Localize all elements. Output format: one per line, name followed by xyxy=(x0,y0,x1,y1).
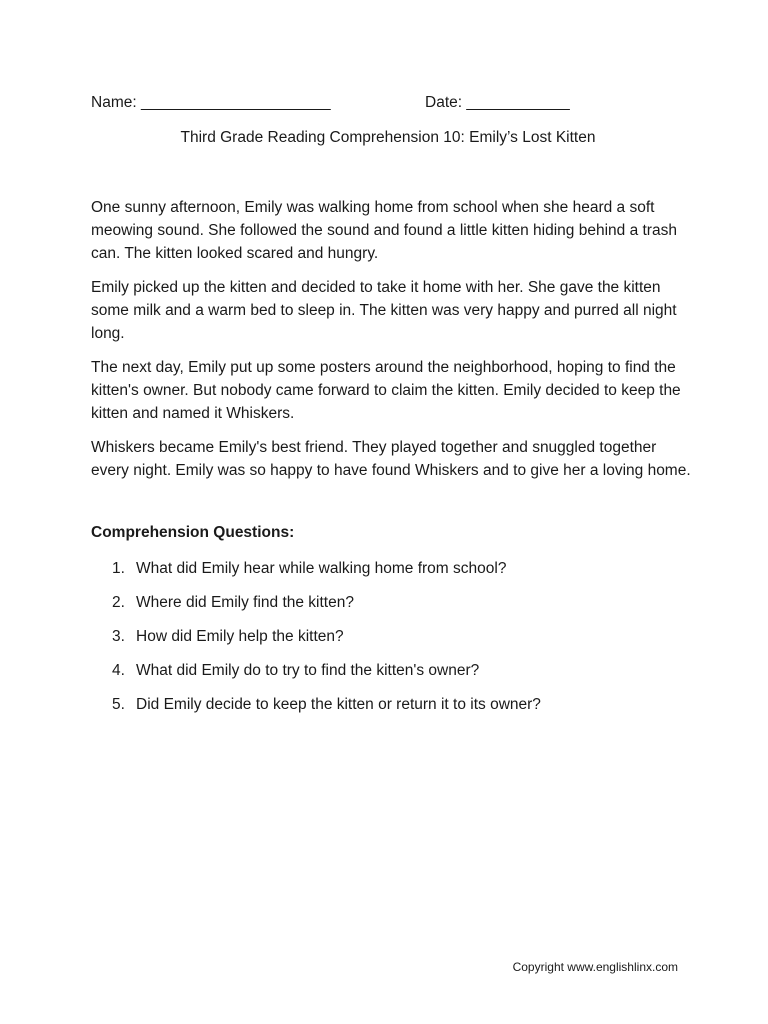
passage-paragraph: Whiskers became Emily's best friend. They played together and snuggled together every night. Emily was so happy to have found Whiskers and to give her a loving home. xyxy=(91,439,691,479)
passage-paragraph: One sunny afternoon, Emily was walking home from school when she heard a soft meowing sound. She followed the sound and found a little kitten hiding behind a trash can. The kitten looked scared and hungry. xyxy=(91,199,677,262)
question-text: Did Emily decide to keep the kitten or return it to its owner? xyxy=(136,696,541,713)
question-item xyxy=(112,558,672,592)
question-number: 5. xyxy=(112,696,125,713)
question-item xyxy=(112,694,672,728)
questions-heading: Comprehension Questions: xyxy=(91,524,295,541)
reading-passage xyxy=(91,196,691,493)
question-item xyxy=(112,626,672,660)
question-item xyxy=(112,660,672,694)
question-number: 3. xyxy=(112,628,125,645)
question-text: What did Emily hear while walking home from school? xyxy=(136,560,507,577)
header-row xyxy=(91,94,691,116)
worksheet-title: Third Grade Reading Comprehension 10: Emily’s Lost Kitten xyxy=(180,129,596,146)
question-number: 1. xyxy=(112,560,125,577)
passage-paragraph: Emily picked up the kitten and decided to take it home with her. She gave the kitten some milk and a warm bed to sleep in. The kitten was very happy and purred all night long. xyxy=(91,279,677,342)
passage-paragraph: The next day, Emily put up some posters around the neighborhood, hoping to find the kitten's owner. But nobody came forward to claim the kitten. Emily decided to keep the kitten and named it Whiskers. xyxy=(91,359,681,422)
question-text: Where did Emily find the kitten? xyxy=(136,594,354,611)
questions-list xyxy=(112,558,672,728)
name-field: Name: ______________________ xyxy=(91,94,331,111)
copyright-notice: Copyright www.englishlinx.com xyxy=(512,960,678,974)
question-text: How did Emily help the kitten? xyxy=(136,628,344,645)
date-field: Date: ____________ xyxy=(425,94,570,111)
question-number: 4. xyxy=(112,662,125,679)
question-text: What did Emily do to try to find the kitten's owner? xyxy=(136,662,480,679)
question-item xyxy=(112,592,672,626)
question-number: 2. xyxy=(112,594,125,611)
